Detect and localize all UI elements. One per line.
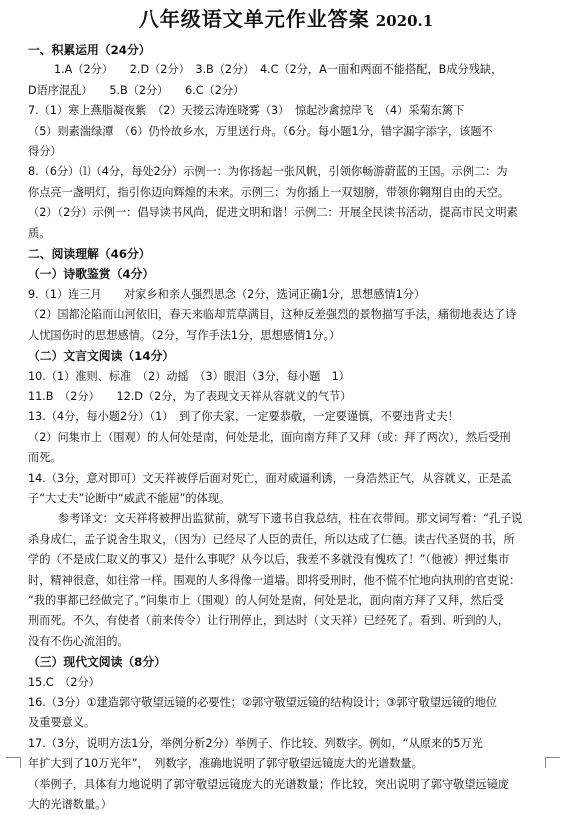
- text-line: 年扩大到了10万光年”， 列数字，准确地说明了郭守敬望远镜庞大的光谱数量。: [28, 757, 423, 771]
- text-line: 10.（1）准则、标准 （2）动摇 （3）眼泪（3分，每小题 1）: [28, 369, 350, 383]
- text-line: D语序混乱） 5.B（2分） 6.C（2分）: [28, 83, 245, 97]
- text-line: 质。: [28, 226, 51, 240]
- text-line: 及重要意义。: [28, 716, 96, 730]
- text-line: 人忧国伤时的思想感情。（2分，写作手法1分，思想感情1分。）: [28, 328, 341, 342]
- text-line: 时，精神很意，如往常一样。围观的人多得像一道墙。即将受刑时，他不慌不忙地向执刑的官吏说：: [28, 573, 521, 587]
- text-line: 15.C （2分）: [28, 675, 100, 689]
- text-line: 14.（3分，意对即可）文天祥被俘后面对死亡，面对威逼利诱，一身浩然正气，从容就义，正是孟: [28, 471, 512, 485]
- text-line: 你点亮一盏明灯，指引你迈向辉煌的未来。示例三：为你插上一双翅膀，带领你翱翔自由的天空。: [28, 185, 510, 199]
- section-heading: 一、积累运用（24分）: [28, 43, 151, 57]
- section-heading: （一）诗歌鉴赏（4分）: [28, 267, 155, 282]
- text-line: 没有不伤心流泪的。: [28, 634, 129, 648]
- text-line: （5）则素湍绿潭 （6）仍怜故乡水，万里送行舟。（6分。每小题1分，错字漏字添字，该题不: [28, 124, 493, 138]
- answer-body: [28, 40, 544, 815]
- text-line: 杀身成仁，孟子说舍生取义，（因为）已经尽了人臣的责任，所以达成了仁德。读古代圣贤的书，所: [28, 532, 515, 546]
- document-title: [28, 4, 544, 34]
- text-line: 而死。: [28, 451, 62, 465]
- text-line: 7.（1）寒上燕脂凝夜紫 （2）天接云涛连晓雾（3） 惊起沙禽掠岸飞 （4）采菊东篱下: [28, 104, 465, 118]
- title-year: 2020.1: [375, 12, 434, 30]
- title-text: 八年级语文单元作业答案: [138, 7, 370, 31]
- text-line: 参考译文：文天祥将被押出监狱前，就写下遗书自我总结，柱在衣带间。那文词写着：“孔子说: [58, 512, 523, 526]
- text-line: 13.（4分，每小题2分）（1） 到了你夫家，一定要恭敬，一定要谨慎，不要违背丈夫！: [28, 410, 459, 424]
- text-line: 8.（6分）⑴（4分，每处2分）示例一：为你扬起一张风帆，引领你畅游蔚蓝的王国。示例二：为: [28, 165, 508, 179]
- page-corner-mark-right: [545, 757, 560, 768]
- text-line: “我的事都已经做完了。”问集市上（围观）的人何处是南，何处是北，面向南方拜了又拜，然后受: [28, 593, 504, 607]
- section-heading: （二）文言文阅读（14分）: [28, 349, 175, 364]
- text-line: （举例子，具体有力地说明了郭守敬望远镜庞大的光谱数量；作比较，突出说明了郭守敬望远镜庞: [28, 777, 510, 791]
- text-line: 刑而死。不久，有使者（前来传令）让行刑停止，到达时（文天祥）已经死了。看到、听到的人，: [28, 614, 510, 628]
- text-line: 1.A（2分） 2.D（2分） 3.B（2分） 4.C（2分，A一面和两面不能搭配，B成分残缺，: [54, 63, 503, 77]
- text-line: 9.（1）连三月 对家乡和亲人强烈思念（2分，选词正确1分，思想感情1分）: [28, 287, 426, 301]
- text-line: （2）（2分）示例一：倡导读书风尚，促进文明和谐！示例二：开展全民读书活动，提高市民文明素: [28, 206, 518, 220]
- text-line: 大的光谱数量。）: [28, 798, 112, 812]
- text-line: 学的（不是成仁取义的事又）是什么事呢？从今以后，我差不多就没有愧疚了！”（他被）押过集市: [28, 553, 510, 567]
- text-line: 11.B （2分） 12.D（2分，为了表现文天祥从容就义的气节）: [28, 389, 352, 403]
- text-line: 子“大丈夫”论断中“威武不能屈”的体现。: [28, 491, 231, 505]
- text-line: （2）国都沦陷而山河依旧，春天来临却荒草满目，这种反差强烈的景物描写手法，痛彻地表达了诗: [28, 308, 517, 322]
- section-heading: （三）现代文阅读（8分）: [28, 655, 166, 670]
- text-line: （2）问集市上（围观）的人何处是南，何处是北，面向南方拜了又拜（或：拜了两次），然后受刑: [28, 430, 511, 444]
- text-line: 17.（3分，说明方法1分，举例分析2分）举例子、作比较、列数字。例如，“从原来的5万光: [28, 736, 483, 750]
- text-line: 16.（3分）①建造郭守敬望远镜的必要性；②郭守敬望远镜的结构设计；③郭守敬望远镜的地位: [28, 696, 497, 709]
- section-heading: 二、阅读理解（46分）: [28, 247, 151, 262]
- page-corner-mark-left: [6, 757, 21, 768]
- text-line: 得分）: [28, 145, 62, 159]
